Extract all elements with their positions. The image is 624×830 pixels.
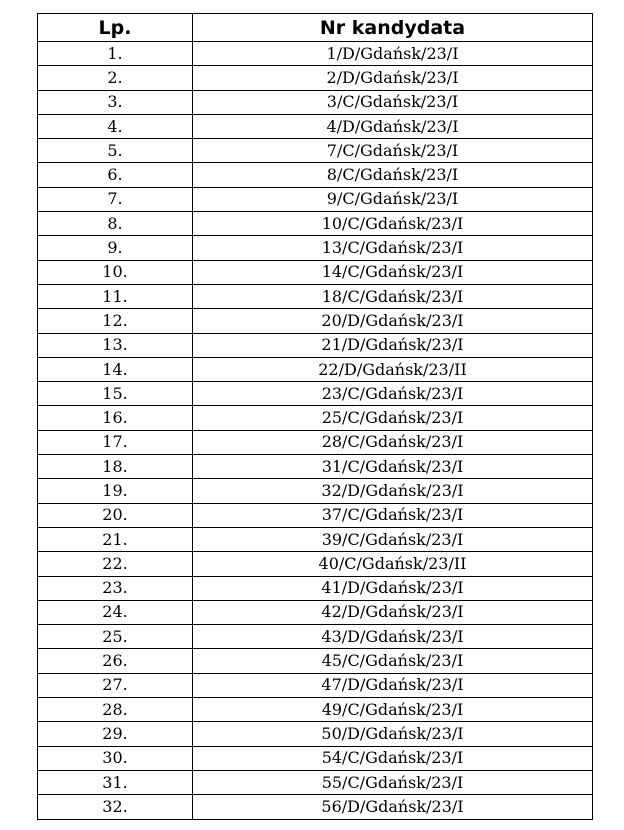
cell-candidate-number: 22/D/Gdańsk/23/II: [193, 357, 593, 381]
cell-candidate-number: 39/C/Gdańsk/23/I: [193, 527, 593, 551]
cell-lp: 26.: [38, 649, 193, 673]
table-row: [38, 260, 593, 284]
cell-lp: 30.: [38, 746, 193, 770]
cell-candidate-number: 55/C/Gdańsk/23/I: [193, 770, 593, 794]
cell-candidate-number: 4/D/Gdańsk/23/I: [193, 114, 593, 138]
cell-lp: 13.: [38, 333, 193, 357]
cell-lp: 7.: [38, 187, 193, 211]
cell-lp: 22.: [38, 552, 193, 576]
table-row: [38, 527, 593, 551]
table-row: [38, 382, 593, 406]
table-row: [38, 163, 593, 187]
cell-candidate-number: 41/D/Gdańsk/23/I: [193, 576, 593, 600]
cell-candidate-number: 25/C/Gdańsk/23/I: [193, 406, 593, 430]
header-candidate-number: Nr kandydata: [193, 14, 593, 42]
cell-candidate-number: 32/D/Gdańsk/23/I: [193, 479, 593, 503]
cell-candidate-number: 2/D/Gdańsk/23/I: [193, 66, 593, 90]
cell-lp: 17.: [38, 430, 193, 454]
cell-candidate-number: 43/D/Gdańsk/23/I: [193, 625, 593, 649]
table-row: [38, 114, 593, 138]
table-row: [38, 795, 593, 819]
cell-candidate-number: 18/C/Gdańsk/23/I: [193, 284, 593, 308]
header-row: [38, 14, 593, 42]
cell-candidate-number: 56/D/Gdańsk/23/I: [193, 795, 593, 819]
cell-candidate-number: 21/D/Gdańsk/23/I: [193, 333, 593, 357]
table-row: [38, 722, 593, 746]
table-row: [38, 333, 593, 357]
cell-candidate-number: 8/C/Gdańsk/23/I: [193, 163, 593, 187]
cell-candidate-number: 7/C/Gdańsk/23/I: [193, 139, 593, 163]
header-lp: Lp.: [38, 14, 193, 42]
cell-candidate-number: 42/D/Gdańsk/23/I: [193, 600, 593, 624]
cell-lp: 23.: [38, 576, 193, 600]
cell-candidate-number: 49/C/Gdańsk/23/I: [193, 698, 593, 722]
table-row: [38, 552, 593, 576]
cell-lp: 32.: [38, 795, 193, 819]
cell-candidate-number: 31/C/Gdańsk/23/I: [193, 455, 593, 479]
table-header: [38, 14, 593, 42]
table-row: [38, 236, 593, 260]
cell-lp: 27.: [38, 673, 193, 697]
cell-candidate-number: 50/D/Gdańsk/23/I: [193, 722, 593, 746]
cell-candidate-number: 45/C/Gdańsk/23/I: [193, 649, 593, 673]
cell-candidate-number: 20/D/Gdańsk/23/I: [193, 309, 593, 333]
table-row: [38, 90, 593, 114]
cell-lp: 25.: [38, 625, 193, 649]
table-row: [38, 212, 593, 236]
table-row: [38, 430, 593, 454]
cell-lp: 21.: [38, 527, 193, 551]
cell-candidate-number: 9/C/Gdańsk/23/I: [193, 187, 593, 211]
cell-candidate-number: 14/C/Gdańsk/23/I: [193, 260, 593, 284]
cell-lp: 15.: [38, 382, 193, 406]
cell-lp: 12.: [38, 309, 193, 333]
table-row: [38, 66, 593, 90]
table-row: [38, 698, 593, 722]
cell-lp: 16.: [38, 406, 193, 430]
cell-candidate-number: 40/C/Gdańsk/23/II: [193, 552, 593, 576]
cell-candidate-number: 13/C/Gdańsk/23/I: [193, 236, 593, 260]
candidates-table: [37, 13, 593, 820]
cell-lp: 19.: [38, 479, 193, 503]
cell-lp: 14.: [38, 357, 193, 381]
table-row: [38, 42, 593, 66]
cell-lp: 5.: [38, 139, 193, 163]
table-row: [38, 139, 593, 163]
table-row: [38, 600, 593, 624]
cell-candidate-number: 47/D/Gdańsk/23/I: [193, 673, 593, 697]
cell-lp: 3.: [38, 90, 193, 114]
cell-lp: 1.: [38, 42, 193, 66]
cell-lp: 6.: [38, 163, 193, 187]
table-row: [38, 455, 593, 479]
table-row: [38, 770, 593, 794]
table-row: [38, 625, 593, 649]
table-row: [38, 479, 593, 503]
table-row: [38, 357, 593, 381]
table-row: [38, 503, 593, 527]
cell-candidate-number: 3/C/Gdańsk/23/I: [193, 90, 593, 114]
table-row: [38, 187, 593, 211]
cell-candidate-number: 37/C/Gdańsk/23/I: [193, 503, 593, 527]
cell-candidate-number: 28/C/Gdańsk/23/I: [193, 430, 593, 454]
table-row: [38, 406, 593, 430]
cell-lp: 11.: [38, 284, 193, 308]
cell-lp: 4.: [38, 114, 193, 138]
cell-candidate-number: 54/C/Gdańsk/23/I: [193, 746, 593, 770]
cell-lp: 2.: [38, 66, 193, 90]
cell-candidate-number: 10/C/Gdańsk/23/I: [193, 212, 593, 236]
cell-candidate-number: 1/D/Gdańsk/23/I: [193, 42, 593, 66]
cell-lp: 20.: [38, 503, 193, 527]
table-row: [38, 649, 593, 673]
table-row: [38, 576, 593, 600]
cell-lp: 29.: [38, 722, 193, 746]
cell-lp: 24.: [38, 600, 193, 624]
cell-lp: 10.: [38, 260, 193, 284]
table-row: [38, 746, 593, 770]
cell-lp: 18.: [38, 455, 193, 479]
cell-candidate-number: 23/C/Gdańsk/23/I: [193, 382, 593, 406]
table-row: [38, 309, 593, 333]
cell-lp: 9.: [38, 236, 193, 260]
cell-lp: 31.: [38, 770, 193, 794]
cell-lp: 8.: [38, 212, 193, 236]
table-row: [38, 673, 593, 697]
table-row: [38, 284, 593, 308]
table-body: [38, 42, 593, 820]
cell-lp: 28.: [38, 698, 193, 722]
